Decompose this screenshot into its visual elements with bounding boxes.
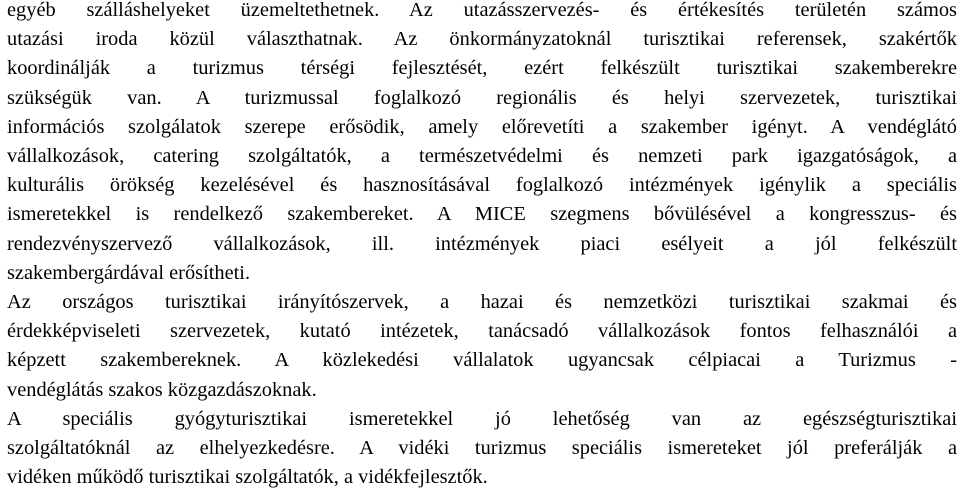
text-line: szolgáltatóknál az elhelyezkedésre. A vidéki turizmus speciális ismereteket jól preferálják a bbox=[7, 437, 957, 460]
text-line: ismeretekkel is rendelkező szakembereket. A MICE szegmens bővülésével a kongresszus- és bbox=[7, 203, 957, 226]
text-line: egyéb szálláshelyeket üzemeltethetnek. Az utazásszervezés- és értékesítés területén számos bbox=[7, 0, 957, 21]
text-line: érdekképviseleti szervezetek, kutató intézetek, tanácsadó vállalkozások fontos felhasználói a bbox=[7, 320, 957, 343]
text-line: vendéglátás szakos közgazdászoknak. bbox=[7, 378, 317, 401]
text-line: információs szolgálatok szerepe erősödik, amely előrevetíti a szakember igényt. A vendéglátó bbox=[7, 115, 957, 138]
text-line: koordinálják a turizmus térségi fejlesztését, ezért felkészült turisztikai szakemberekre bbox=[7, 57, 957, 80]
text-line: vidéken működő turisztikai szolgáltatók, a vidékfejlesztők. bbox=[7, 466, 488, 489]
document-body bbox=[7, 0, 957, 492]
text-line: utazási iroda közül választhatnak. Az önkormányzatoknál turisztikai referensek, szakértők bbox=[7, 28, 957, 51]
text-line: kulturális örökség kezelésével és hasznosításával foglalkozó intézmények igénylik a speciális bbox=[7, 174, 957, 197]
text-line: vállalkozások, catering szolgáltatók, a természetvédelmi és nemzeti park igazgatóságok, a bbox=[7, 145, 957, 168]
text-line: rendezvényszervező vállalkozások, ill. intézmények piaci esélyeit a jól felkészült bbox=[7, 232, 957, 255]
text-line: képzett szakembereknek. A közlekedési vállalatok ugyancsak célpiacai a Turizmus - bbox=[7, 349, 957, 372]
text-line: A speciális gyógyturisztikai ismeretekkel jó lehetőség van az egészségturisztikai bbox=[7, 407, 957, 430]
text-line: szükségük van. A turizmussal foglalkozó regionális és helyi szervezetek, turisztikai bbox=[7, 86, 957, 109]
text-line: szakembergárdával erősítheti. bbox=[7, 261, 251, 284]
text-line: Az országos turisztikai irányítószervek, a hazai és nemzetközi turisztikai szakmai és bbox=[7, 291, 957, 314]
